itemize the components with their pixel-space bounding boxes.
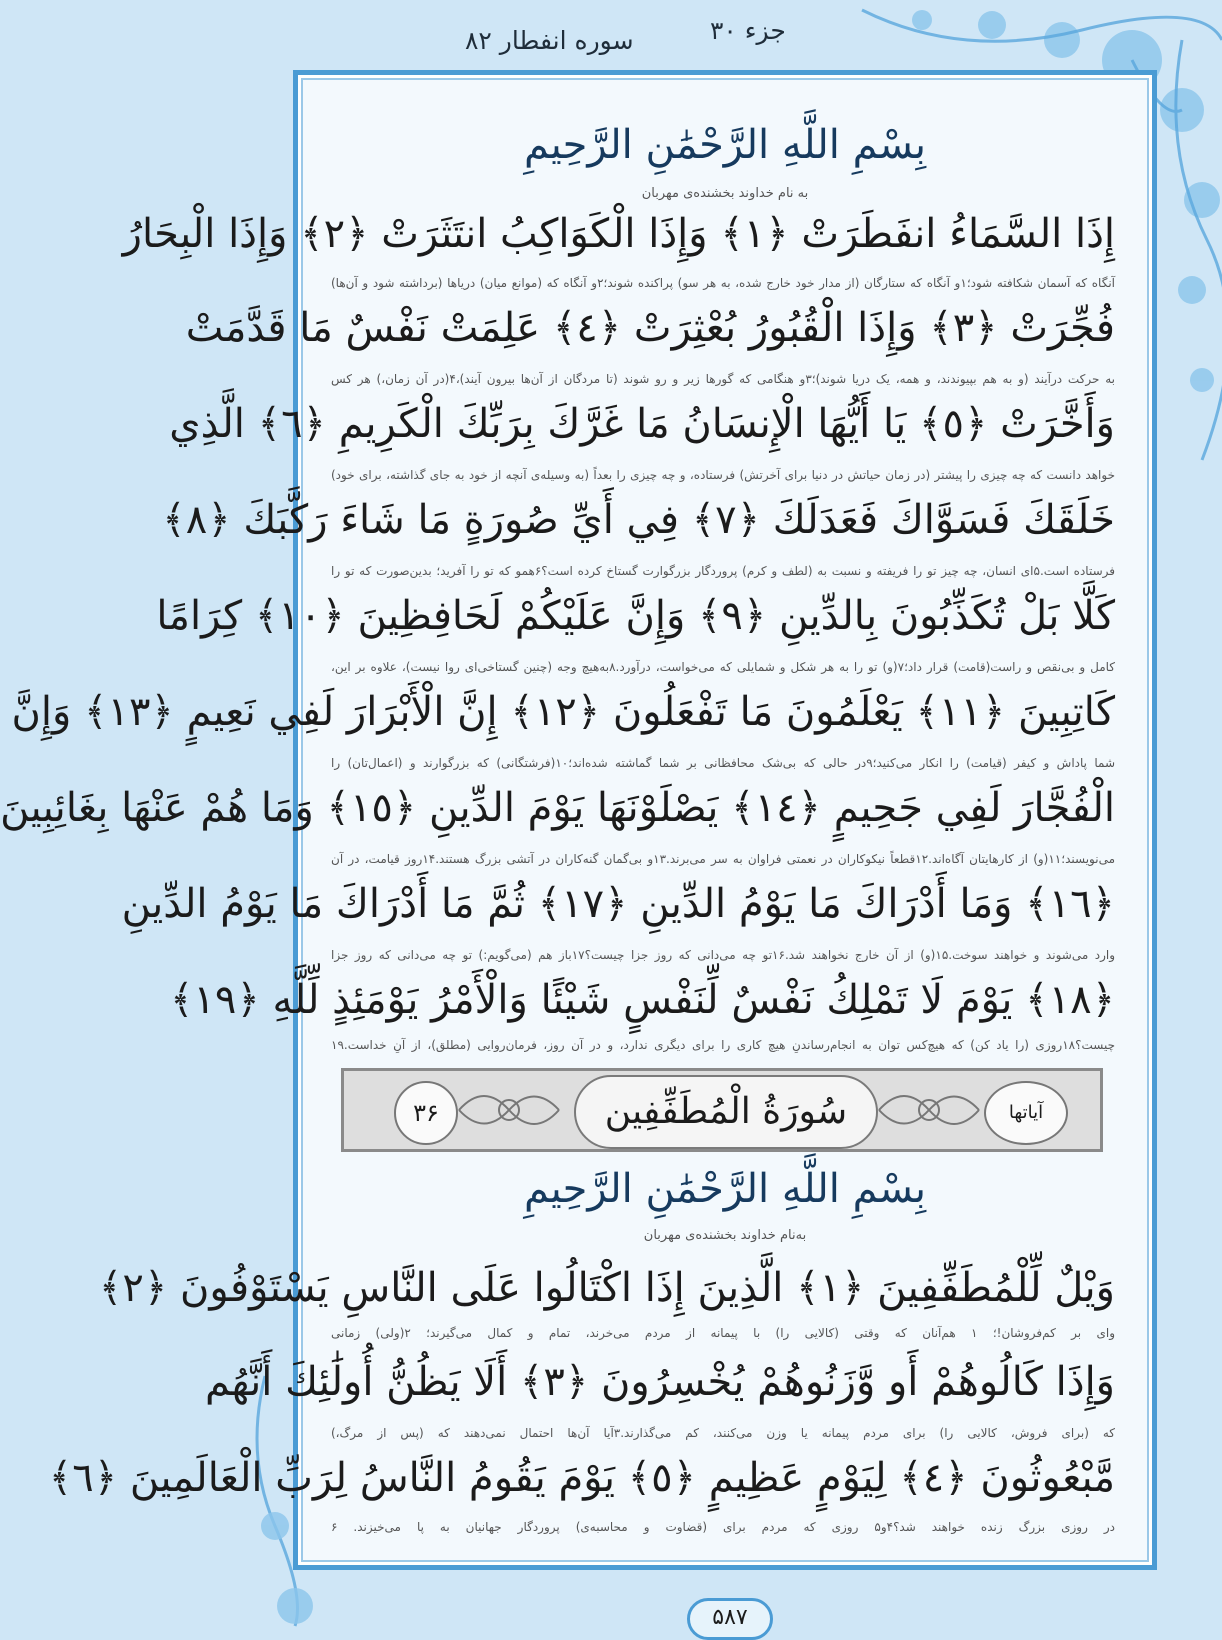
translation-line: در روزی بزرگ زنده خواهند شد؟۴و۵ روزی که مردم برای (قضاوت و محاسبه‌ی) پروردگار جهانیان به پا می‌خیزند. ۶ (331, 1520, 1115, 1534)
verse-line: مَّبْعُوثُونَ ﴿٤﴾ لِيَوْمٍ عَظِيمٍ ﴿٥﴾ يَوْمَ يَقُومُ النَّاسُ لِرَبِّ الْعَالَمِينَ ﴿٦﴾ (48, 1455, 1115, 1501)
juz-label: جزء ۳۰ (710, 16, 786, 45)
bismillah-translation: به نام خداوند بخشنده‌ی مهربان (641, 186, 809, 201)
verse-line: خَلَقَكَ فَسَوَّاكَ فَعَدَلَكَ ﴿٧﴾ فِي أَيِّ صُورَةٍ مَا شَاءَ رَكَّبَكَ ﴿٨﴾ (162, 497, 1115, 543)
translation-line: فرستاده است.۵ای انسان، چه چیز تو را فریفته و نسبت به (لطف و کرم) پروردگار بزرگوارت گستاخ کرده است؟۶همو که تو را آفرید؛ بدین‌صورت که تو را (331, 564, 1115, 578)
verse-line: وَيْلٌ لِّلْمُطَفِّفِينَ ﴿١﴾ الَّذِينَ إِذَا اكْتَالُوا عَلَى النَّاسِ يَسْتَوْفُونَ ﴿٢﴾ (98, 1265, 1115, 1311)
translation-line: خواهد دانست که چه چیزی را پیشتر (در زمان حیاتش در دنیا برای آخرتش) فرستاده، و چه چیزی را بعداً (به وسیله‌ی آنچه از خود به جای گذاشته، برای خود) (331, 468, 1115, 482)
verse-line: كَلَّا بَلْ تُكَذِّبُونَ بِالدِّينِ ﴿٩﴾ وَإِنَّ عَلَيْكُمْ لَحَافِظِينَ ﴿١٠﴾ كِرَامًا (156, 593, 1115, 639)
arabesque-ornament-icon (874, 1077, 984, 1143)
translation-line: می‌نویسند؛۱۱(و) از کارهایتان آگاه‌اند.۱۲قطعاً نیکوکاران در نعمتی فراوان به سر می‌برند.۱۳و بی‌گمان گنه‌کاران در آتشی بزرگ هستند.۱۴روز قیامت، در آن (331, 852, 1115, 866)
ayat-label: آیاتها (984, 1081, 1068, 1145)
verse-line: وَأَخَّرَتْ ﴿٥﴾ يَا أَيُّهَا الْإِنسَانُ مَا غَرَّكَ بِرَبِّكَ الْكَرِيمِ ﴿٦﴾ الَّذِي (169, 401, 1115, 447)
translation-line: وای بر کم‌فروشان!؛ ۱ هم‌آنان که وقتی (کالایی را) با پیمانه از مردم می‌خرند، تمام و کمال می‌گیرند؛ ۲(ولی) زمانی (331, 1326, 1115, 1340)
verse-line: ﴿١٨﴾ يَوْمَ لَا تَمْلِكُ نَفْسٌ لِّنَفْسٍ شَيْئًا وَالْأَمْرُ يَوْمَئِذٍ لِّلَّهِ ﴿١٩﴾ (169, 977, 1115, 1023)
page-header (235, 0, 1222, 64)
translation-line: کامل و بی‌نقص و راست(قامت) قرار داد؛۷(و) تو را به هر شکل و شمایلی که می‌خواست، درآورد.۸به‌هیچ وجه (چنین گستاخی‌ای روا نیست)، علاوه بر این، (331, 660, 1115, 674)
verse-line: وَإِذَا كَالُوهُمْ أَو وَّزَنُوهُمْ يُخْسِرُونَ ﴿٣﴾ أَلَا يَظُنُّ أُولَٰئِكَ أَنَّهُم (205, 1359, 1115, 1405)
translation-line: که (برای فروش، کالایی را) برای مردم پیمانه یا وزن می‌کنند، کم می‌گذارند.۳آیا آن‌ها احتمال نمی‌دهند که (پس از مرگ،) (331, 1426, 1115, 1440)
surah-title: سوره انفطار ۸۲ (465, 26, 634, 55)
verse-line: الْفُجَّارَ لَفِي جَحِيمٍ ﴿١٤﴾ يَصْلَوْنَهَا يَوْمَ الدِّينِ ﴿١٥﴾ وَمَا هُمْ عَنْهَا بِغَائِبِينَ (0, 785, 1115, 831)
page-number: ۵۸۷ (687, 1598, 773, 1640)
surah-banner (341, 1068, 1103, 1152)
translation-line: آنگاه که آسمان شکافته شود؛۱و آنگاه که ستارگان (از مدار خود خارج شده، به هر سو) پراکنده شوند؛۲و آنگاه که (موانع میان) دریاها (برداشته شود و آن‌ها) (331, 276, 1116, 290)
ayat-count: ۳۶ (394, 1081, 458, 1145)
translation-line: شما پاداش و کیفر (قیامت) را انکار می‌کنید؛۹در حالی که بی‌شک محافظانی بر شما گماشته شده‌اند؛۱۰(فرشتگانی) که بزرگوارند و (اعمال‌تان) را (331, 756, 1116, 770)
verse-line: إِذَا السَّمَاءُ انفَطَرَتْ ﴿١﴾ وَإِذَا الْكَوَاكِبُ انتَثَرَتْ ﴿٢﴾ وَإِذَا الْبِحَارُ (122, 211, 1115, 257)
verse-line: كَاتِبِينَ ﴿١١﴾ يَعْلَمُونَ مَا تَفْعَلُونَ ﴿١٢﴾ إِنَّ الْأَبْرَارَ لَفِي نَعِيمٍ ﴿١٣﴾ وَإِنَّ (11, 689, 1115, 735)
translation-line: وارد می‌شوند و خواهند سوخت.۱۵(و) از آن خارج نخواهند شد.۱۶تو چه می‌دانی که روز جزا چیست؟۱۷باز هم (می‌گویم:) تو چه می‌دانی که روز جزا (331, 948, 1115, 962)
bismillah-translation: به‌نام خداوند بخشنده‌ی مهربان (643, 1228, 807, 1243)
bismillah: بِسْمِ اللَّهِ الرَّحْمَٰنِ الرَّحِيمِ (523, 1166, 927, 1212)
bismillah: بِسْمِ اللَّهِ الرَّحْمَٰنِ الرَّحِيمِ (523, 122, 927, 168)
arabesque-ornament-icon (454, 1077, 564, 1143)
translation-line: به حرکت درآیند (و به هم بپیوندند، و همه، یک دریا شوند)؛۳و هنگامی که گورها زیر و رو شوند (تا مردگان از آن‌ها بیرون آیند)،۴(در آن زمان،) هر کس (331, 372, 1116, 386)
verse-line: فُجِّرَتْ ﴿٣﴾ وَإِذَا الْقُبُورُ بُعْثِرَتْ ﴿٤﴾ عَلِمَتْ نَفْسٌ مَا قَدَّمَتْ (185, 305, 1115, 351)
translation-line: چیست؟۱۸روزی (را یاد کن) که هیچ‌کس توان به انجام‌رساندنِ هیچ کاری را برای دیگری ندارد، و در آن روز، فرمان‌روایی (مطلق)، از آنِ خداست.۱۹ (331, 1038, 1115, 1052)
banner-surah-title: سُورَةُ الْمُطَفِّفِين (574, 1075, 878, 1149)
verse-line: ﴿١٦﴾ وَمَا أَدْرَاكَ مَا يَوْمُ الدِّينِ ﴿١٧﴾ ثُمَّ مَا أَدْرَاكَ مَا يَوْمُ الدِّينِ (121, 881, 1115, 927)
